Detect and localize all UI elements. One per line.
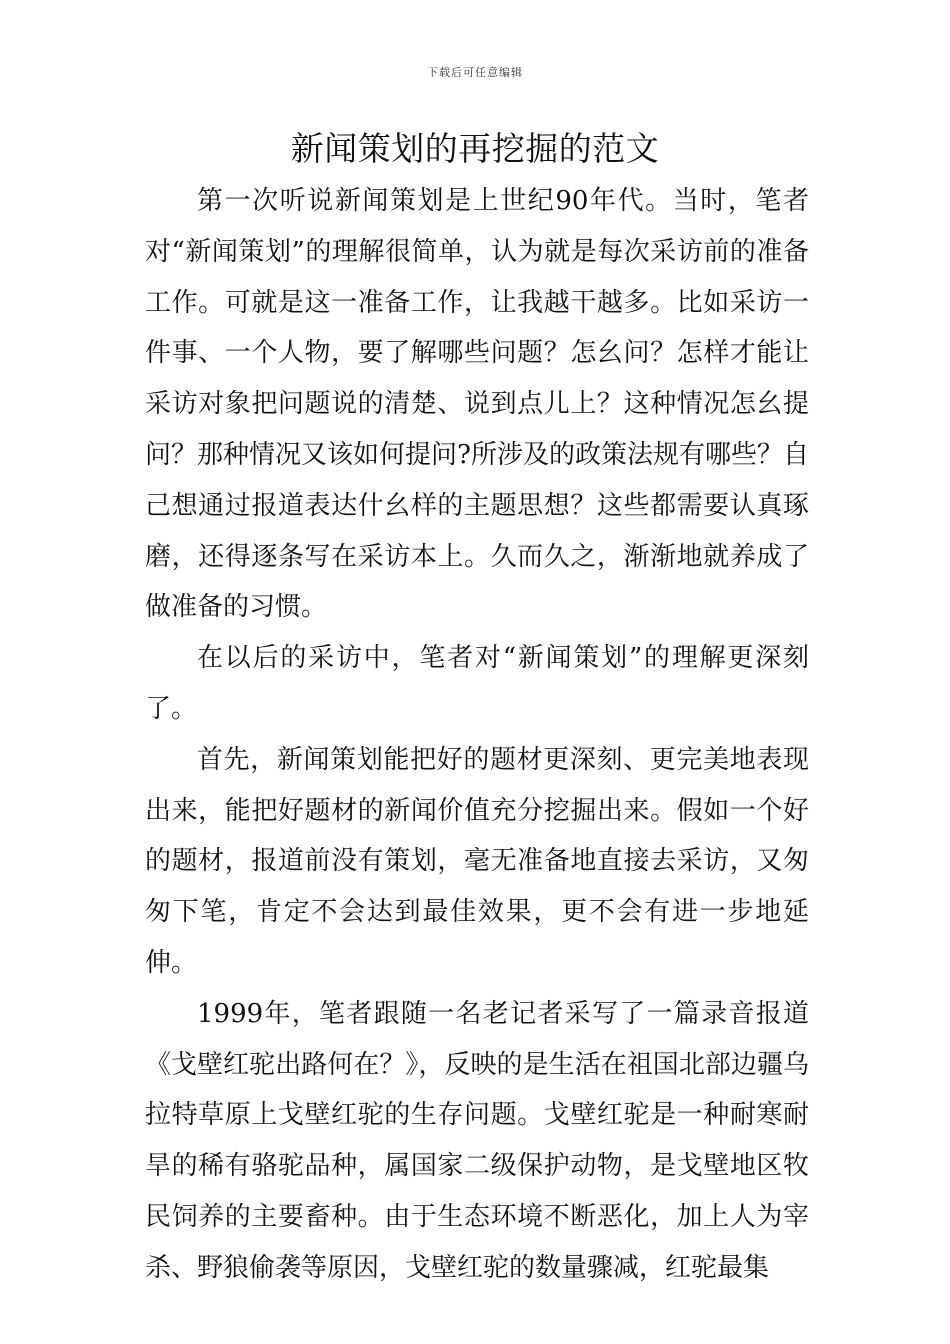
paragraph: 在以后的采访中，笔者对“新闻策划”的理解更深刻了。 [145,643,809,724]
paragraph: 首先，新闻策划能把好的题材更深刻、更完美地表现出来，能把好题材的新闻价值充分挖掘出来。假如一个好的题材，报道前没有策划，毫无准备地直接去采访，又匆匆下笔，肯定不会达到最佳效果，更不会有进一步地延伸。 [145,744,809,978]
page-header-note: 下载后可任意编辑 [427,66,523,79]
paragraph: 第一次听说新闻策划是上世纪90年代。当时，笔者对“新闻策划”的理解很简单，认为就是每次采访前的准备工作。可就是这一准备工作，让我越干越多。比如采访一件事、一个人物，要了解哪些问题？怎幺问？怎样才能让采访对象把问题说的清楚、说到点儿上？这种情况怎幺提问？那种情况又该如何提问?所涉及的政策法规有哪些？自己想通过报道表达什幺样的主题思想？这些都需要认真琢磨，还得逐条写在采访本上。久而久之，渐渐地就养成了做准备的习惯。 [145,186,809,623]
document-body [145,176,809,1294]
document-title: 新闻策划的再挖掘的范文 [290,129,660,168]
paragraph: 1999年，笔者跟随一名老记者采写了一篇录音报道《戈壁红驼出路何在？》，反映的是生活在祖国北部边疆乌拉特草原上戈壁红驼的生存问题。戈壁红驼是一种耐寒耐旱的稀有骆驼品种，属国家二级保护动物，是戈壁地区牧民饲养的主要畜种。由于生态环境不断恶化，加上人为宰杀、野狼偷袭等原因，戈壁红驼的数量骤减，红驼最集 [145,998,809,1283]
